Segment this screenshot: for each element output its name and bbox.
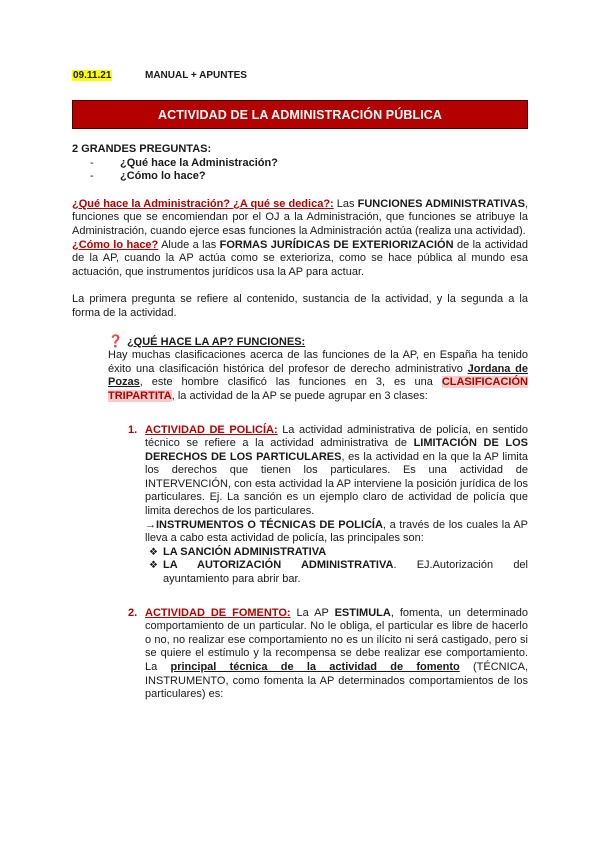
question-list bbox=[72, 157, 528, 184]
item-number-1: 1. bbox=[128, 423, 138, 436]
title-banner bbox=[72, 100, 528, 129]
question-item-1: - ¿Qué hace la Administración? bbox=[72, 157, 528, 171]
instrumentos-term: INSTRUMENTOS O TÉCNICAS DE POLICÍA bbox=[156, 518, 383, 531]
bullet-sancion bbox=[145, 546, 528, 560]
policia-paragraph bbox=[145, 424, 528, 519]
text: La AP bbox=[290, 606, 335, 619]
manual-label-row bbox=[145, 70, 247, 81]
fomento-paragraph bbox=[145, 607, 528, 702]
arrow-icon: → bbox=[145, 518, 156, 531]
funciones-term: FUNCIONES ADMINISTRATIVAS bbox=[357, 197, 525, 210]
paragraph-que-hace bbox=[72, 198, 528, 239]
funciones-section bbox=[108, 335, 528, 404]
text: , la actividad de la AP se puede agrupar en 3 clases: bbox=[171, 389, 428, 402]
bullet-autorizacion-text bbox=[163, 559, 528, 586]
header-row bbox=[72, 70, 112, 81]
text: Hay muchas clasificaciones acerca de las funciones de la AP, en España ha tenido éxito una clasificación histórica del profesor de derecho administrativo bbox=[108, 349, 528, 375]
instrumentos-paragraph bbox=[145, 519, 528, 546]
autorizacion-term: LA AUTORIZACIÓN ADMINISTRATIVA bbox=[163, 559, 394, 572]
diamond-bullet-icon: ❖ bbox=[149, 560, 158, 572]
tripartita-highlight: CLASIFICACIÓN TRIPARTITA bbox=[108, 376, 528, 402]
bullet-sancion-text: LA SANCIÓN ADMINISTRATIVA bbox=[163, 545, 327, 558]
question-mark-icon: ❓ bbox=[108, 333, 123, 348]
text: , este hombre clasificó las funciones en 3, es una bbox=[139, 376, 442, 389]
question-link-como: ¿Cómo lo hace? bbox=[72, 238, 159, 251]
text: , a través de los cuales la AP lleva a cabo esta actividad de policía, las principales son: bbox=[145, 518, 528, 545]
date-label: 09.11.21 bbox=[73, 70, 112, 81]
author-name: Jordana de Pozas bbox=[108, 362, 529, 389]
item-number-2: 2. bbox=[128, 606, 138, 619]
text: Las bbox=[333, 197, 358, 210]
estimula-term: ESTIMULA bbox=[334, 606, 391, 619]
text: , funciones que se encomiendan por el OJ a la Administración, que funciones se atribuye la Administración, cuando ejerce esas funciones la Administración actúa (realiza una actividad). bbox=[72, 197, 528, 237]
section-heading-row bbox=[108, 335, 528, 350]
fomento-title: ACTIVIDAD DE FOMENTO: bbox=[145, 606, 291, 619]
bullet-autorizacion bbox=[145, 559, 528, 586]
item-fomento bbox=[128, 606, 528, 702]
text: La actividad administrativa de policía, en sentido técnico se refiere a la actividad administrativa de bbox=[145, 423, 528, 450]
section-paragraph bbox=[108, 349, 528, 403]
text: , fomenta, un determinado comportamiento de un particular. No le obliga, el particular es libre de hacerlo o no, no realizar ese comportamiento no es un ilícito ni será castigado, pero si se quiere el estímulo y la recompensa se debe realizar ese comportamiento. La bbox=[145, 606, 528, 673]
intro-heading: 2 GRANDES PREGUNTAS: bbox=[72, 143, 212, 155]
question-item-2: - ¿Cómo lo hace? bbox=[72, 170, 528, 184]
paragraph-summary: La primera pregunta se refiere al contenido, sustancia de la actividad, y la segunda a la forma de la actividad. bbox=[72, 293, 528, 319]
question-link-que-hace: ¿Qué hace la Administración? ¿A qué se dedica?: bbox=[72, 197, 334, 210]
text: Alude a las bbox=[158, 238, 220, 251]
item-policia bbox=[128, 423, 528, 587]
paragraph-como-lo-hace bbox=[72, 239, 528, 280]
document-body bbox=[72, 143, 528, 702]
diamond-bullet-icon: ❖ bbox=[149, 546, 158, 558]
principal-tecnica-term: principal técnica de la actividad de fomento bbox=[170, 661, 460, 673]
section-heading: ¿QUÉ HACE LA AP? FUNCIONES: bbox=[126, 335, 306, 348]
formas-term: FORMAS JURÍDICAS DE EXTERIORIZACIÓN bbox=[219, 238, 454, 251]
page-title: ACTIVIDAD DE LA ADMINISTRACIÓN PÚBLICA bbox=[157, 107, 443, 122]
text: . EJ.Autorización del ayuntamiento para abrir bar. bbox=[163, 559, 528, 586]
text: , es la actividad en la que la AP limita los derechos que tienen los particulares. Es una actividad de INTERVENCIÓN, con esta actividad la AP interviene la posición jurídica de los particulares. Ej. La sanción es un ejemplo claro de actividad de policía que limita derechos de los particulares. bbox=[145, 450, 528, 518]
text: (TÉCNICA, INSTRUMENTO, como fomenta la AP determinados comportamientos de los particulares) es: bbox=[145, 661, 528, 701]
policia-title: ACTIVIDAD DE POLICÍA: bbox=[145, 423, 278, 436]
limitacion-term: LIMITACIÓN DE LOS DERECHOS DE LOS PARTICULARES bbox=[145, 437, 528, 463]
text: de la actividad de la AP, cuando la AP actúa como se exterioriza, como se hace pública al mundo esa actuación, que instrumentos jurídicos usa la AP para actuar. bbox=[72, 238, 529, 278]
manual-label: MANUAL + APUNTES bbox=[145, 70, 247, 81]
